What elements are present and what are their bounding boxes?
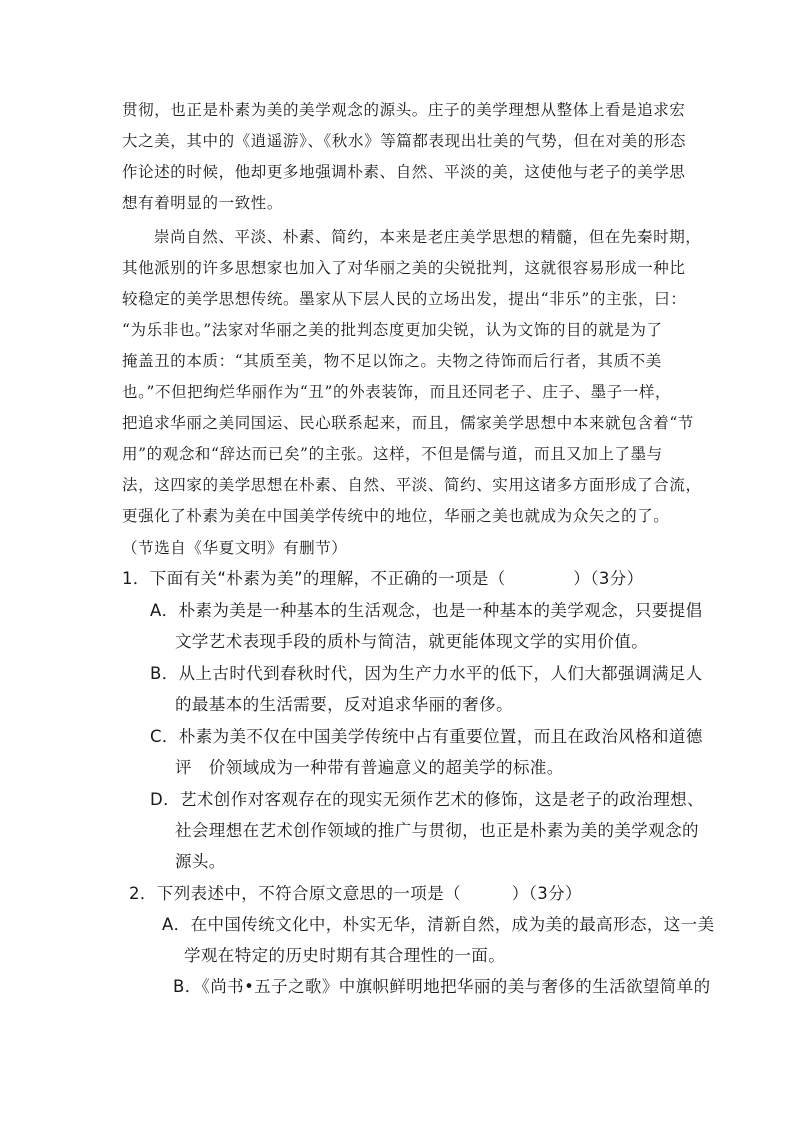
passage-line: 贯彻，也正是朴素为美的美学观念的源头。庄子的美学理想从整体上看是追求宏	[122, 101, 686, 119]
passage-line: 大之美，其中的《逍遥游》、《秋水》等篇都表现出壮美的气势，但在对美的形态	[122, 132, 687, 150]
option-a: A．朴素为美是一种基本的生活观念，也是一种基本的美学观念，只要提倡	[150, 601, 703, 620]
question-stem: 2．下列表述中，不符合原文意思的一项是（ ）（3分）	[129, 884, 582, 903]
passage-line: 用”的观念和“辞达而已矣”的主张。这样，不但是儒与道，而且又加上了墨与	[122, 445, 663, 463]
passage-line: 也。”不但把绚烂华丽作为“丑”的外表装饰，而且还同老子、庄子、墨子一样，	[122, 383, 672, 401]
passage-line: 想有着明显的一致性。	[122, 194, 284, 212]
option-b: B．从上古时代到春秋时代，因为生产力水平的低下，人们大都强调满足人	[150, 664, 703, 683]
option-c-cont: 评 价领域成为一种带有普遍意义的超美学的标准。	[175, 758, 564, 777]
passage-line: 把追求华丽之美同国运、民心联系起来，而且，儒家美学思想中本来就包含着“节	[122, 414, 695, 432]
option-b-cont: 的最基本的生活需要，反对追求华丽的奢侈。	[175, 695, 513, 714]
option-a-cont: 学观在特定的历史时期有其合理性的一面。	[184, 946, 506, 965]
passage-line: 崇尚自然、平淡、朴素、简约，本来是老庄美学思想的精髓，但在先秦时期，	[154, 228, 702, 246]
option-d: D．艺术创作对客观存在的现实无须作艺术的修饰，这是老子的政治理想、	[150, 790, 704, 809]
passage-line: “为乐非也。”法家对华丽之美的批判态度更加尖锐，认为文饰的目的就是为了	[122, 321, 663, 339]
question-stem: 1．下面有关“朴素为美”的理解，不正确的一项是（ ）（3分）	[122, 569, 644, 588]
passage-source: （节选自《华夏文明》有删节）	[122, 539, 348, 557]
option-b: B．《尚书•五子之歌》中旗帜鲜明地把华丽的美与奢侈的生活欲望简单的	[173, 977, 711, 996]
passage-line: 作论述的时候，他却更多地强调朴素、自然、平淡的美，这使他与老子的美学思	[122, 163, 686, 181]
option-a-cont: 文学艺术表现手段的质朴与简洁，就更能体现文学的实用价值。	[175, 632, 649, 651]
option-c: C．朴素为美不仅在中国美学传统中占有重要位置，而且在政治风格和道德	[150, 727, 703, 746]
passage-line: 其他派别的许多思想家也加入了对华丽之美的尖锐批判，这就很容易形成一种比	[122, 259, 686, 277]
passage-line: 掩盖丑的本质：“其质至美，物不足以饰之。夫物之待饰而后行者，其质不美	[122, 352, 662, 370]
option-a: A．在中国传统文化中，朴实无华，清新自然，成为美的最高形态，这一美	[162, 915, 715, 934]
option-d-cont: 源头。	[175, 852, 226, 871]
passage-line: 更强化了朴素为美在中国美学传统中的地位，华丽之美也就成为众矢之的了。	[122, 507, 670, 525]
passage-line: 法，这四家的美学思想在朴素、自然、平淡、简约、实用这诸多方面形成了合流，	[122, 476, 702, 494]
option-d-cont: 社会理想在艺术创作领域的推广与贯彻，也正是朴素为美的美学观念的	[175, 821, 699, 840]
passage-line: 较稳定的美学思想传统。墨家从下层人民的立场出发，提出“非乐”的主张，曰：	[122, 290, 687, 308]
